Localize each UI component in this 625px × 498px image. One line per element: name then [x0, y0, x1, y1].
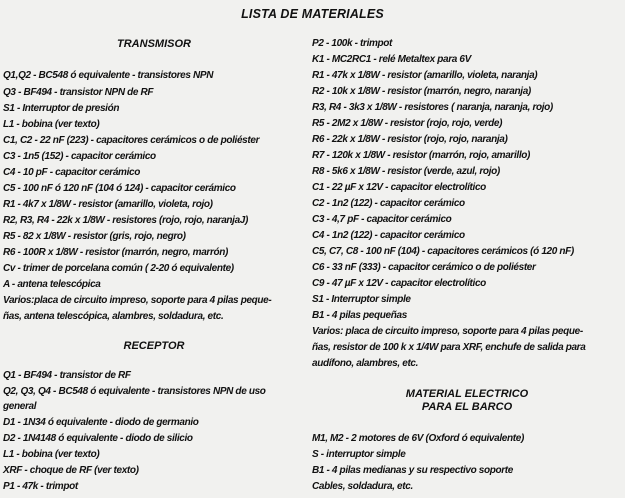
list-item: R5 - 2M2 x 1/8W - resistor (rojo, rojo, verde) [312, 118, 503, 129]
list-item: C3 - 4,7 pF - capacitor cerámico [312, 214, 452, 225]
list-item: S - interruptor simple [312, 449, 406, 460]
list-item: R3, R4 - 3k3 x 1/8W - resistores ( naranja, naranja, rojo) [312, 102, 553, 113]
list-item: Varios: placa de circuito impreso, soporte para 4 pilas peque- [312, 326, 583, 337]
list-item: A - antena telescópica [3, 279, 101, 290]
list-item: S1 - Interruptor de presión [3, 103, 120, 114]
list-item: R5 - 82 x 1/8W - resistor (gris, rojo, negro) [3, 231, 186, 242]
list-item: R6 - 22k x 1/8W - resistor (rojo, rojo, naranja) [312, 134, 508, 145]
list-item: C4 - 10 pF - capacitor cerámico [3, 167, 140, 178]
list-item: ñas, resistor de 100 k x 1/4W para XRF, enchufe de salida para [312, 342, 586, 353]
list-item: C1 - 22 µF x 12V - capacitor electrolítico [312, 182, 486, 193]
list-item: general [3, 401, 37, 412]
list-item: Cv - trimer de porcelana común ( 2-20 ó equivalente) [3, 263, 234, 274]
heading-line: MATERIAL ELECTRICO [405, 388, 529, 400]
list-item: Q3 - BF494 - transistor NPN de RF [3, 87, 154, 98]
list-item: R6 - 100R x 1/8W - resistor (marrón, negro, marrón) [3, 247, 228, 258]
list-item: Cables, soldadura, etc. [312, 481, 413, 492]
list-item: audífono, alambres, etc. [312, 358, 419, 369]
heading-line: PARA EL BARCO [421, 401, 513, 413]
list-item: C1, C2 - 22 nF (223) - capacitores cerámicos o de poliéster [3, 135, 260, 146]
list-item: Varios:placa de circuito impreso, soporte para 4 pilas peque- [3, 295, 272, 306]
list-item: C5, C7, C8 - 100 nF (104) - capacitores cerámicos (ó 120 nF) [312, 246, 574, 257]
list-item: R2, R3, R4 - 22k x 1/8W - resistores (rojo, rojo, naranjaJ) [3, 215, 248, 226]
list-item: Q2, Q3, Q4 - BC548 ó equivalente - transistores NPN de uso [3, 386, 266, 397]
list-item: XRF - choque de RF (ver texto) [3, 465, 139, 476]
list-item: R1 - 47k x 1/8W - resistor (amarillo, violeta, naranja) [312, 70, 538, 81]
section-heading-material-electrico [312, 388, 622, 414]
list-item: C2 - 1n2 (122) - capacitor cerámico [312, 198, 465, 209]
list-item: B1 - 4 pilas pequeñas [312, 310, 407, 321]
list-item: B1 - 4 pilas medianas y su respectivo soporte [312, 465, 513, 476]
list-item: D2 - 1N4148 ó equivalente - diodo de silicio [3, 433, 193, 444]
list-item: Q1 - BF494 - transistor de RF [3, 370, 131, 381]
section-heading-transmisor: TRANSMISOR [117, 38, 191, 50]
list-item: K1 - MC2RC1 - relé Metaltex para 6V [312, 54, 471, 65]
list-item: Q1,Q2 - BC548 ó equivalente - transistores NPN [3, 70, 214, 81]
list-item: R1 - 4k7 x 1/8W - resistor (amarillo, violeta, rojo) [3, 199, 213, 210]
list-item: C9 - 47 µF x 12V - capacitor electrolítico [312, 278, 486, 289]
list-item: R7 - 120k x 1/8W - resistor (marrón, rojo, amarillo) [312, 150, 530, 161]
list-item: C6 - 33 nF (333) - capacitor cerámico o de poliéster [312, 262, 536, 273]
list-item: R8 - 5k6 x 1/8W - resistor (verde, azul, rojo) [312, 166, 500, 177]
page-title: LISTA DE MATERIALES [241, 6, 384, 21]
list-item: P2 - 100k - trimpot [312, 38, 393, 49]
list-item: L1 - bobina (ver texto) [3, 119, 100, 130]
list-item: C4 - 1n2 (122) - capacitor cerámico [312, 230, 465, 241]
list-item: M1, M2 - 2 motores de 6V (Oxford ó equivalente) [312, 433, 524, 444]
list-item: S1 - Interruptor simple [312, 294, 411, 305]
list-item: C5 - 100 nF ó 120 nF (104 ó 124) - capacitor cerámico [3, 183, 236, 194]
list-item: ñas, antena telescópica, alambres, soldadura, etc. [3, 311, 224, 322]
list-item: P1 - 47k - trimpot [3, 481, 78, 492]
list-item: R2 - 10k x 1/8W - resistor (marrón, negro, naranja) [312, 86, 531, 97]
list-item: D1 - 1N34 ó equivalente - diodo de germanio [3, 417, 199, 428]
section-heading-receptor: RECEPTOR [123, 340, 185, 352]
list-item: L1 - bobina (ver texto) [3, 449, 100, 460]
list-item: C3 - 1n5 (152) - capacitor cerámico [3, 151, 156, 162]
